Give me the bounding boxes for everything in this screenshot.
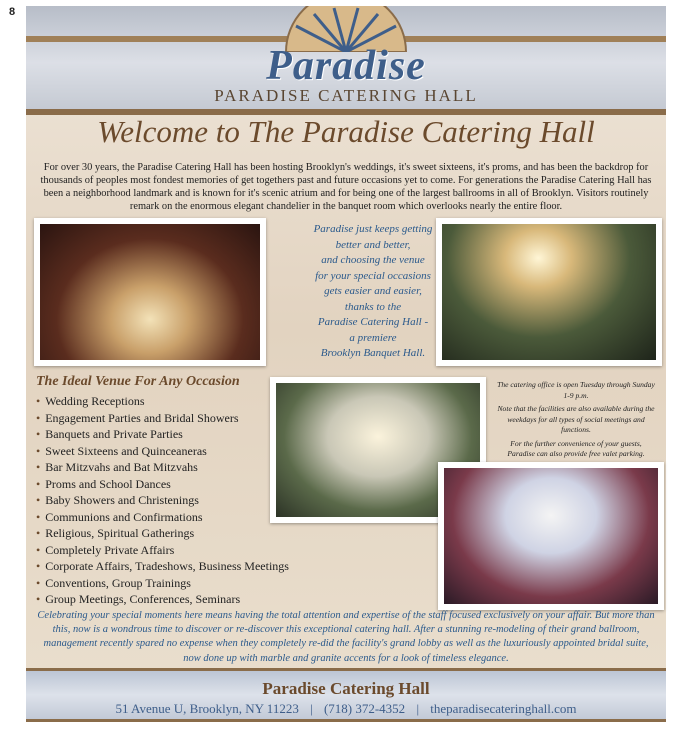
footer-address: 51 Avenue U, Brooklyn, NY 11223	[115, 701, 299, 716]
list-item: • Proms and School Dances	[36, 476, 289, 493]
wedding-cake-photo	[34, 218, 266, 366]
footer-phone[interactable]: (718) 372-4352	[323, 701, 406, 716]
chandelier-atrium-photo	[436, 218, 662, 366]
separator: |	[310, 701, 313, 716]
venue-list	[36, 393, 289, 608]
photo-image	[444, 468, 658, 604]
office-info	[496, 380, 656, 463]
office-parking: For the further convenience of your guests, Paradise can also provide free valet parking.	[507, 438, 645, 458]
brand-subtitle: PARADISE CATERING HALL	[214, 86, 478, 105]
office-weekdays: Note that the facilities are also available during the weekdays for all types of social meetings and functions.	[497, 404, 655, 434]
office-hours: The catering office is open Tuesday through Sunday 1-9 p.m.	[497, 380, 655, 400]
list-item: • Wedding Receptions	[36, 393, 289, 410]
intro-paragraph: For over 30 years, the Paradise Catering Hall has been hosting Brooklyn's weddings, it's sweet sixteens, it's proms, and has been the backdrop for thousands of peoples most fondest memories of get togethers past and future occasions yet to come. For generations the Paradise Catering Hall has been a neighborhood landmark and is known for it's scenic atrium and for being one of the largest ballrooms in all of Brooklyn. Visitors routinely remark on the enormous elegant chandelier in the banquet room which overlooks nearly the entire floor.	[40, 162, 652, 212]
separator: |	[416, 701, 420, 716]
footer-banner	[26, 668, 666, 722]
list-item: • Religious, Spiritual Gatherings	[36, 525, 289, 542]
photo-image	[442, 224, 656, 360]
poem-line: Paradise just keeps getting	[313, 223, 433, 235]
poem-line: and choosing the venue	[321, 254, 425, 266]
list-item: • Communions and Confirmations	[36, 509, 289, 526]
poem-line: thanks to the	[344, 300, 402, 313]
list-item: • Group Meetings, Conferences, Seminars	[36, 591, 289, 608]
footer-contact	[26, 701, 666, 717]
list-item: • Baby Showers and Christenings	[36, 492, 289, 509]
venue-title: The Ideal Venue For Any Occasion	[36, 374, 240, 389]
list-item: • Banquets and Private Parties	[36, 426, 289, 443]
page-number: 8	[9, 6, 16, 18]
poem-line: for your special occasions	[315, 269, 431, 282]
list-item: • Conventions, Group Trainings	[36, 575, 289, 592]
poem-text	[288, 222, 458, 362]
photo-image	[40, 224, 260, 360]
brand-logo: Paradise	[266, 43, 426, 89]
list-item: • Engagement Parties and Bridal Showers	[36, 410, 289, 427]
advertisement	[26, 6, 666, 722]
poem-line: better and better,	[335, 238, 411, 251]
list-item: • Sweet Sixteens and Quinceaneras	[36, 443, 289, 460]
headline: Welcome to The Paradise Catering Hall	[97, 114, 595, 149]
footer-business-name: Paradise Catering Hall	[262, 679, 430, 698]
poem-line: gets easier and easier,	[324, 285, 422, 297]
poem-line: a premiere	[349, 331, 397, 344]
header-banner	[26, 6, 666, 115]
publication-sideline	[1, 22, 15, 122]
poem-line: Brooklyn Banquet Hall.	[320, 347, 426, 359]
footer-website[interactable]: theparadisecateringhall.com	[430, 701, 577, 716]
list-item: • Bar Mitzvahs and Bat Mitzvahs	[36, 459, 289, 476]
closing-paragraph: Celebrating your special moments here means having the total attention and expertise of the staff focused exclusively on your affair. But more than this, now is a wondrous time to discover or re-discover this exceptional catering hall. After a stunning re-modeling of their grand ballroom, management recently spared no expense when they completely re-did the facility's grand lobby as well as the luxuriously appointed bridal suite, now done up with marble and granite accents for a look of timeless elegance.	[37, 610, 655, 664]
poem-line: Paradise Catering Hall -	[317, 316, 429, 328]
list-item: • Corporate Affairs, Tradeshows, Business Meetings	[36, 558, 289, 575]
list-item: • Completely Private Affairs	[36, 542, 289, 559]
ballroom-photo	[438, 462, 664, 610]
